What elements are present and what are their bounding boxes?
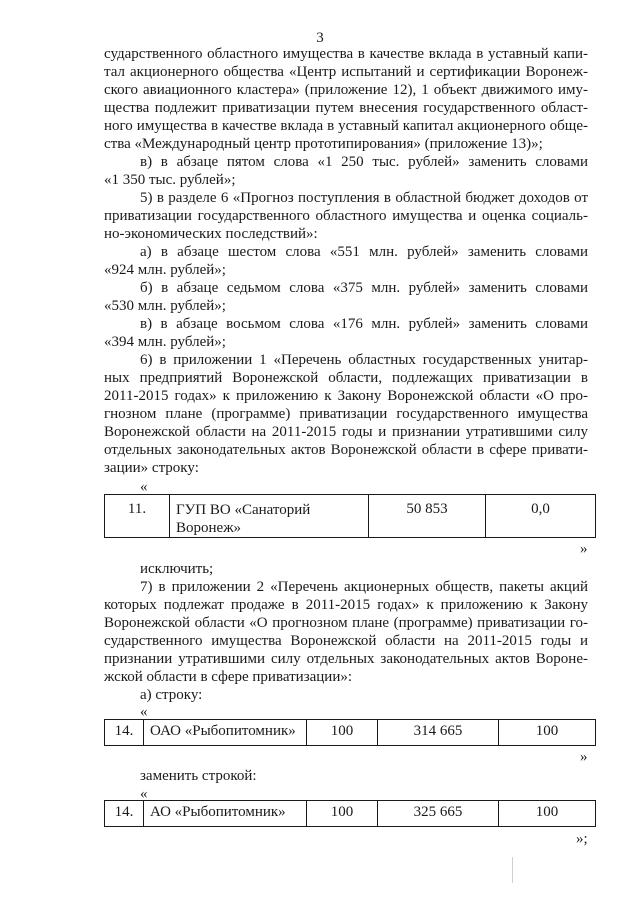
quote-mark: « (140, 704, 148, 720)
quote-mark: » (580, 749, 588, 765)
text-line: исключить; (140, 561, 214, 577)
text-line: Воронежской области на 2011-2015 годы и признании утратившими силу (104, 424, 588, 440)
cell-company-name: ОАО «Рыбопитомник» (144, 720, 307, 746)
table-jsc-new (104, 800, 596, 827)
text-line: 6) в приложении 1 «Перечень областных государственных унитар- (140, 352, 588, 368)
text-line: признании утратившими силу отдельных законодательных актов Вороне- (104, 651, 588, 667)
page-number: 3 (316, 30, 324, 46)
quote-mark: »; (576, 831, 588, 847)
text-line: Воронежской области «О прогнозном плане (программе) приватизации го- (104, 615, 588, 631)
text-line: заменить строкой: (140, 768, 257, 784)
cell-value-2: 0,0 (486, 495, 596, 538)
text-line: а) в абзаце шестом слова «551 млн. рублей» заменить словами (140, 244, 588, 260)
text-line: 7) в приложении 2 «Перечень акционерных обществ, пакеты акций (140, 579, 588, 595)
quote-mark: « (140, 479, 148, 495)
table-unitary-enterprise (104, 494, 596, 538)
text-line: ных предприятий Воронежской области, подлежащих приватизации в (104, 370, 588, 386)
text-line: сударственного областного имущества в качестве вклада в уставный капи- (104, 46, 588, 62)
scan-artifact-line (512, 857, 513, 883)
text-line: ства «Международный центр прототипирования» (приложение 13)»; (104, 136, 543, 152)
cell-percent: 100 (499, 720, 596, 746)
text-line: зации» строку: (104, 460, 199, 476)
cell-value-1: 50 853 (369, 495, 486, 538)
cell-row-number: 14. (105, 720, 144, 746)
text-line: 5) в разделе 6 «Прогноз поступления в областной бюджет доходов от (140, 190, 588, 206)
cell-enterprise-name: ГУП ВО «Санаторий Воронеж» (170, 495, 369, 538)
table-row (105, 720, 596, 746)
table-row (105, 495, 596, 538)
cell-value: 314 665 (378, 720, 499, 746)
cell-share: 100 (307, 720, 378, 746)
cell-value: 325 665 (378, 801, 499, 827)
text-line: в) в абзаце пятом слова «1 250 тыс. рублей» заменить словами (140, 154, 588, 170)
text-line: «1 350 тыс. рублей»; (104, 172, 236, 188)
text-line: ного имущества в качестве вклада в уставный капитал акционерного обще- (104, 118, 588, 134)
text-line: «530 млн. рублей»; (104, 298, 226, 314)
text-line: которых подлежат продаже в 2011-2015 годах» к приложению к Закону (104, 597, 588, 613)
cell-company-name: АО «Рыбопитомник» (144, 801, 307, 827)
quote-mark: « (140, 786, 148, 802)
text-line: гнозном плане (программе) приватизации государственного имущества (104, 406, 588, 422)
table-jsc-old (104, 719, 596, 746)
cell-share: 100 (307, 801, 378, 827)
text-line: тал акционерного общества «Центр испытаний и сертификации Воронеж- (104, 64, 588, 80)
cell-row-number: 11. (105, 495, 170, 538)
cell-row-number: 14. (105, 801, 144, 827)
text-line: жской области в сфере приватизации»: (104, 669, 353, 685)
text-line: ского авиационного кластера» (приложение 12), 1 объект движимого иму- (104, 82, 588, 98)
table-row (105, 801, 596, 827)
text-line: а) строку: (140, 687, 203, 703)
text-line: «394 млн. рублей»; (104, 334, 226, 350)
text-line: 2011-2015 годах» к приложению к Закону Воронежской области «О про- (104, 388, 588, 404)
text-line: «924 млн. рублей»; (104, 262, 226, 278)
text-line: отдельных законодательных актов Воронежской области в сфере привати- (104, 442, 588, 458)
text-line: б) в абзаце седьмом слова «375 млн. рублей» заменить словами (140, 280, 588, 296)
cell-percent: 100 (499, 801, 596, 827)
text-line: но-экономических последствий»: (104, 226, 318, 242)
quote-mark: » (580, 541, 588, 557)
text-line: в) в абзаце восьмом слова «176 млн. рублей» заменить словами (140, 316, 588, 332)
text-line: приватизации государственного областного имущества и оценка социаль- (104, 208, 588, 224)
text-line: сударственного имущества Воронежской области на 2011-2015 годы и (104, 633, 588, 649)
text-line: щества подлежит приватизации путем внесения государственного област- (104, 100, 588, 116)
